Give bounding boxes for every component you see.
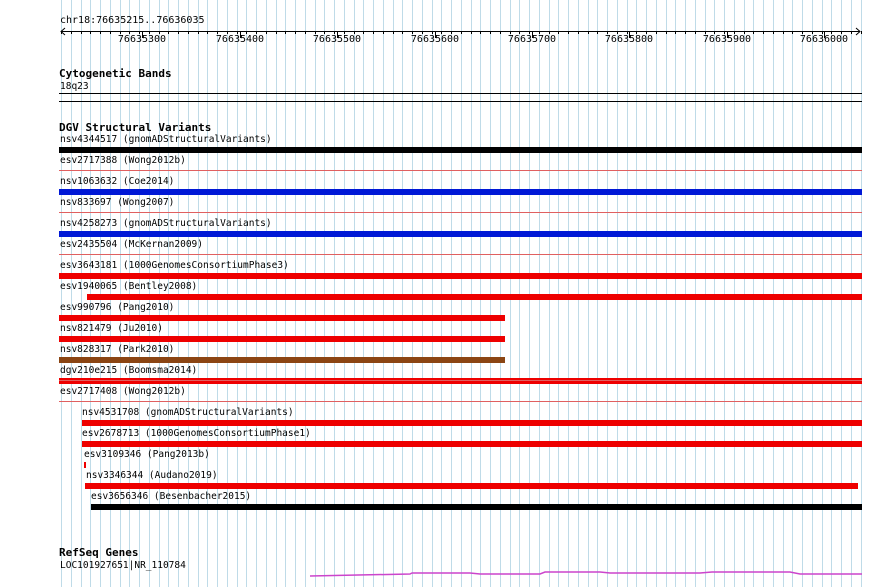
- dgv-feature-bar[interactable]: [84, 462, 86, 468]
- ruler-tick-label: 76635400: [215, 34, 265, 45]
- track-separator: [59, 101, 862, 102]
- dgv-feature-label[interactable]: nsv833697 (Wong2007): [60, 197, 175, 208]
- dgv-feature-bar[interactable]: [87, 294, 862, 300]
- dgv-row-divider: [59, 254, 862, 255]
- cytogenetic-bands-title: Cytogenetic Bands: [59, 67, 172, 80]
- dgv-row-divider: [59, 212, 862, 213]
- dgv-feature-label[interactable]: nsv1063632 (Coe2014): [60, 176, 175, 187]
- refseq-gene-glyph[interactable]: [0, 568, 890, 587]
- dgv-feature-label[interactable]: esv2717388 (Wong2012b): [60, 155, 186, 166]
- position-label: chr18:76635215..76636035: [60, 15, 205, 26]
- dgv-row-divider: [59, 170, 862, 171]
- dgv-feature-label[interactable]: nsv821479 (Ju2010): [60, 323, 163, 334]
- dgv-row-divider: [59, 401, 862, 402]
- ruler-tick-label: 76635900: [702, 34, 752, 45]
- dgv-feature-bar[interactable]: [59, 189, 862, 195]
- dgv-feature-label[interactable]: nsv4258273 (gnomADStructuralVariants): [60, 218, 272, 229]
- dgv-row-divider: [59, 380, 862, 381]
- dgv-feature-bar[interactable]: [59, 315, 505, 321]
- ruler-tick-label: 76636000: [799, 34, 849, 45]
- dgv-feature-label[interactable]: esv3643181 (1000GenomesConsortiumPhase3): [60, 260, 289, 271]
- ruler-tick-label: 76635300: [117, 34, 167, 45]
- dgv-feature-label[interactable]: nsv828317 (Park2010): [60, 344, 175, 355]
- dgv-feature-label[interactable]: dgv210e215 (Boomsma2014): [60, 365, 198, 376]
- dgv-feature-label[interactable]: nsv4344517 (gnomADStructuralVariants): [60, 134, 272, 145]
- dgv-feature-bar[interactable]: [85, 483, 858, 489]
- ruler-tick-label: 76635500: [312, 34, 362, 45]
- dgv-feature-label[interactable]: nsv4531708 (gnomADStructuralVariants): [82, 407, 294, 418]
- dgv-feature-label[interactable]: nsv3346344 (Audano2019): [86, 470, 218, 481]
- dgv-feature-bar[interactable]: [91, 504, 862, 510]
- dgv-feature-bar[interactable]: [59, 378, 862, 384]
- ruler-tick-label: 76635600: [410, 34, 460, 45]
- dgv-feature-bar[interactable]: [59, 231, 862, 237]
- dgv-feature-bar[interactable]: [82, 441, 862, 447]
- cytoband-label[interactable]: 18q23: [60, 81, 89, 92]
- refseq-track-title: RefSeq Genes: [59, 546, 139, 559]
- dgv-feature-bar[interactable]: [59, 147, 862, 153]
- dgv-feature-bar[interactable]: [82, 420, 862, 426]
- dgv-track-title: DGV Structural Variants: [59, 121, 212, 134]
- refseq-gene-label[interactable]: LOC101927651|NR_110784: [60, 560, 186, 571]
- dgv-feature-label[interactable]: esv990796 (Pang2010): [60, 302, 175, 313]
- dgv-feature-bar[interactable]: [59, 336, 505, 342]
- dgv-feature-label[interactable]: esv3109346 (Pang2013b): [84, 449, 210, 460]
- dgv-feature-label[interactable]: esv1940065 (Bentley2008): [60, 281, 198, 292]
- dgv-feature-bar[interactable]: [59, 273, 862, 279]
- cytoband-line: [59, 93, 862, 94]
- dgv-feature-label[interactable]: esv2678713 (1000GenomesConsortiumPhase1): [82, 428, 311, 439]
- dgv-feature-bar[interactable]: [59, 357, 505, 363]
- dgv-feature-label[interactable]: esv2435504 (McKernan2009): [60, 239, 203, 250]
- dgv-feature-label[interactable]: esv3656346 (Besenbacher2015): [91, 491, 252, 502]
- ruler-tick-label: 76635800: [604, 34, 654, 45]
- dgv-feature-label[interactable]: esv2717408 (Wong2012b): [60, 386, 186, 397]
- ruler-tick-label: 76635700: [507, 34, 557, 45]
